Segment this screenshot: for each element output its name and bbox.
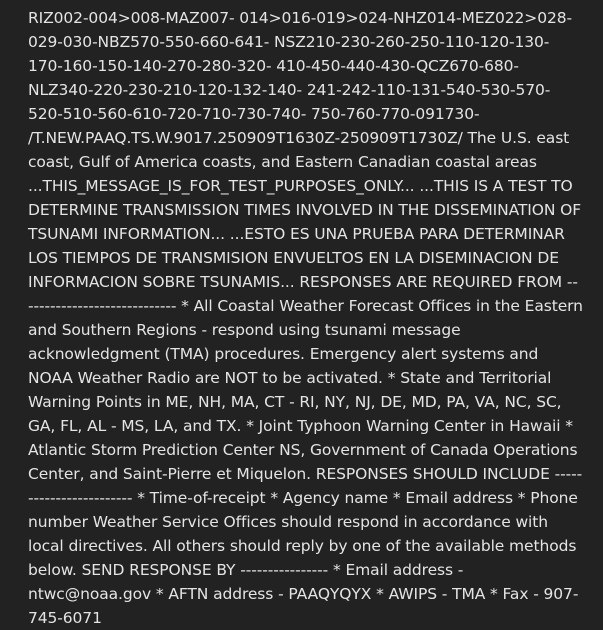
tsunami-message-text: RIZ002-004>008-MAZ007- 014>016-019>024-NHZ014-MEZ022>028-029-030-NBZ570-550-660-641- NSZ210-230-260-250-110-120-130-170-160-150-140-270-280-320- 410-450-440-430-QCZ670-680-NLZ340-220-230-210-120-132-140- 241-242-110-131-540-530-570-520-510-560-610-720-710-730-740- 750-760-770-091730- /T.NEW.PAAQ.TS.W.9017.250909T1630Z-250909T1730Z/ The U.S. east coast, Gulf of America coasts, and Eastern Canadian coastal areas ...THIS_MESSAGE_IS_FOR_TEST_PURPOSES_ONLY... ...THIS IS A TEST TO DETERMINE TRANSMISSION TIMES INVOLVED IN THE DISSEMINATION OF TSUNAMI INFORMATION... ...ESTO ES UNA PRUEBA PARA DETERMINAR LOS TIEMPOS DE TRANSMISION ENVUELTOS EN LA DISEMINACION DE INFORMACION SOBRE TSUNAMIS... RESPONSES ARE REQUIRED FROM ----------------------------- * All Coastal Weather Forecast Offices in the Eastern and Southern Regions - respond using tsunami message acknowledgment (TMA) procedures. Emergency alert systems and NOAA Weather Radio are NOT to be activated. * State and Territorial Warning Points in ME, NH, MA, CT - RI, NY, NJ, DE, MD, PA, VA, NC, SC, GA, FL, AL - MS, LA, and TX. * Joint Typhoon Warning Center in Hawaii * Atlantic Storm Prediction Center NS, Government of Canada Operations Center, and Saint-Pierre et Miquelon. RESPONSES SHOULD INCLUDE ------------------------ * Time-of-receipt * Agency name * Email address * Phone number Weather Service Offices should respond in accordance with local directives. All others should reply by one of the available methods below. SEND RESPONSE BY ---------------- * Email address - ntwc@noaa.gov * AFTN address - PAAQYQYX * AWIPS - TMA * Fax - 907-745-6071: [28, 9, 583, 627]
